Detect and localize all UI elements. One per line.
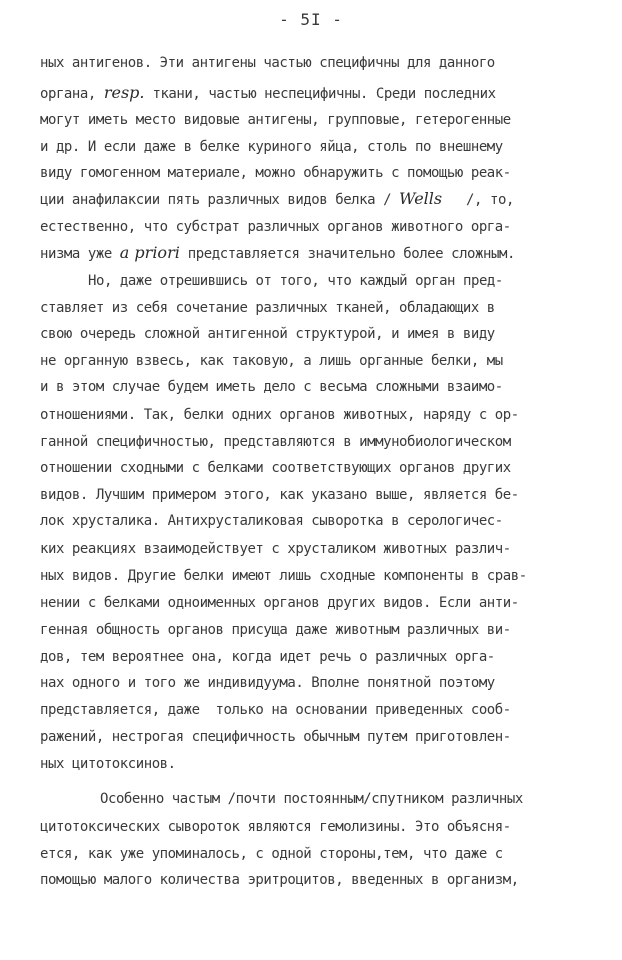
text-segment: ражений, нестрогая специфичность обычным путем приготовлен-: [40, 729, 511, 745]
text-line: [40, 567, 527, 585]
text-segment: ганной специфичностью, представляются в иммунобиологическом: [40, 434, 511, 450]
text-line: [40, 728, 511, 746]
page-number: - 5I -: [279, 10, 343, 29]
text-line: [40, 54, 495, 72]
text-line: [40, 218, 511, 236]
text-segment: органа,: [40, 86, 104, 102]
text-line: [40, 648, 495, 666]
text-segment: отношениями. Так, белки одних органов животных, наряду с ор-: [40, 407, 519, 423]
text-segment: могут иметь место видовые антигены, групповые, гетерогенные: [40, 112, 511, 128]
text-segment: ткани, частью неспецифичны. Среди последних: [144, 86, 496, 102]
text-segment: и др. И если даже в белке куриного яйца, столь по внешнему: [40, 139, 503, 155]
text-segment: ции анафилаксии пять различных видов белка /: [40, 192, 400, 208]
text-line: [40, 621, 511, 639]
text-line: [40, 406, 519, 424]
text-line: [40, 433, 511, 451]
text-segment: отношении сходными с белками соответствующих органов других: [40, 460, 511, 476]
text-line: [40, 164, 511, 182]
handwritten-insert: Wells: [399, 189, 443, 208]
text-segment: не органную взвесь, как таковую, а лишь органные белки, мы: [40, 353, 503, 369]
handwritten-insert: a priori: [119, 243, 180, 262]
text-line: [40, 755, 176, 773]
text-line: [40, 378, 503, 396]
text-line: [88, 272, 503, 290]
text-line: [40, 459, 511, 477]
text-segment: ных цитотоксинов.: [40, 756, 176, 772]
text-segment: низма уже: [40, 246, 120, 262]
text-line: [40, 512, 503, 530]
text-segment: дов, тем вероятнее она, когда идет речь о различных орга-: [40, 649, 495, 665]
text-segment: представляется значительно более сложным.: [179, 246, 515, 262]
text-segment: Особенно частым /почти постоянным/спутником различных: [100, 791, 523, 807]
text-segment: помощью малого количества эритроцитов, введенных в организм,: [40, 872, 519, 888]
text-segment: /, то,: [442, 192, 514, 208]
text-line: [40, 674, 495, 692]
text-segment: Но, даже отрешившись от того, что каждый орган пред-: [88, 273, 503, 289]
text-segment: виду гомогенном материале, можно обнаружить с помощью реак-: [40, 165, 511, 181]
text-line: [40, 190, 514, 209]
text-line: [40, 325, 495, 343]
text-segment: лок хрусталика. Антихрусталиковая сыворотка в серологичес-: [40, 513, 503, 529]
text-segment: ких реакциях взаимодействует с хрусталиком животных различ-: [40, 541, 511, 557]
handwritten-insert: resp.: [103, 83, 145, 102]
text-line: [40, 818, 511, 836]
text-segment: ставляет из себя сочетание различных тканей, обладающих в: [40, 300, 495, 316]
text-segment: ных видов. Другие белки имеют лишь сходные компоненты в срав-: [40, 568, 527, 584]
text-line: [40, 701, 511, 719]
text-segment: свою очередь сложной антигенной структурой, и имея в виду: [40, 326, 495, 342]
text-segment: представляется, даже только на основании приведенных сооб-: [40, 702, 511, 718]
text-line: [40, 111, 511, 129]
text-segment: нении с белками одноименных органов других видов. Если анти-: [40, 595, 519, 611]
text-segment: ется, как уже упоминалось, с одной стороны,тем, что даже с: [40, 846, 503, 862]
text-segment: цитотоксических сывороток являются гемолизины. Это объясня-: [40, 819, 511, 835]
text-line: [40, 352, 503, 370]
text-segment: естественно, что субстрат различных органов животного орга-: [40, 219, 511, 235]
text-line: [40, 845, 503, 863]
text-line: [40, 871, 519, 889]
text-line: [40, 244, 515, 263]
text-line: [40, 138, 503, 156]
text-segment: ных антигенов. Эти антигены частью специфичны для данного: [40, 55, 495, 71]
text-line: [100, 790, 523, 808]
text-line: [40, 594, 519, 612]
text-line: [40, 299, 495, 317]
text-segment: и в этом случае будем иметь дело с весьма сложными взаимо-: [40, 379, 503, 395]
text-line: [40, 540, 511, 558]
text-segment: генная общность органов присуща даже животным различных ви-: [40, 622, 511, 638]
text-line: [40, 84, 496, 103]
text-segment: нах одного и того же индивидуума. Вполне понятной поэтому: [40, 675, 495, 691]
text-segment: видов. Лучшим примером этого, как указано выше, является бе-: [40, 487, 519, 503]
text-line: [40, 486, 519, 504]
